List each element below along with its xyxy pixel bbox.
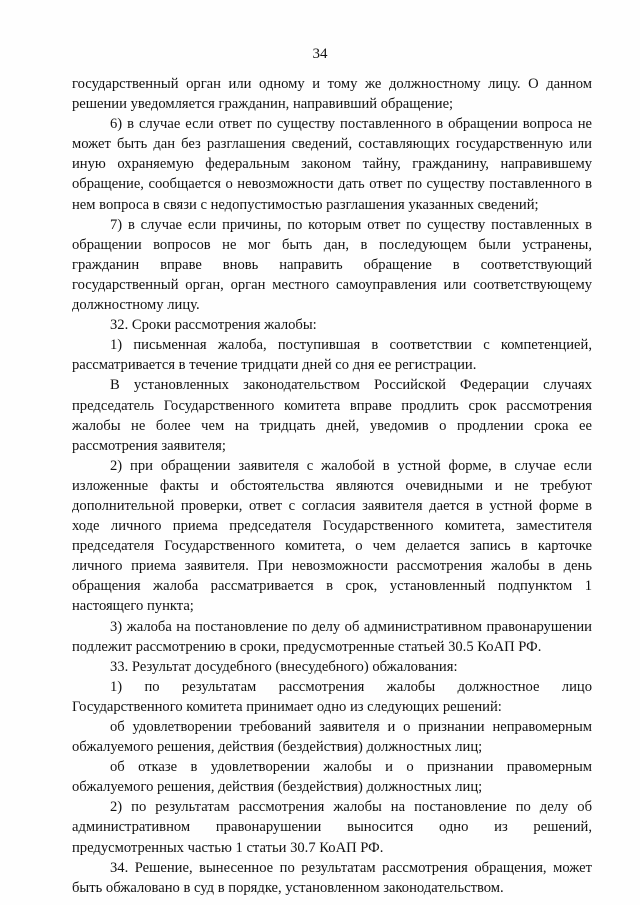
paragraph: государственный орган или одному и тому же должностному лицу. О данном решении уведомляется гражданин, направивший обращение; <box>72 76 592 113</box>
paragraph: 2) при обращении заявителя с жалобой в устной форме, в случае если изложенные факты и обстоятельства являются очевидными и не требуют дополнительной проверки, ответ с согласия заявителя дается в устной форме в ходе личного приема председателя Государственного комитета, заместителя председателя Государственного комитета, о чем делается запись в карточке личного приема заявителя. При невозможности рассмотрения жалобы в день обращения жалоба рассматривается в срок, установленный подпунктом 1 настоящего пункта; <box>72 457 592 615</box>
paragraph: 7) в случае если причины, по которым ответ по существу поставленных в обращении вопросов не мог быть дан, в последующем были устранены, гражданин вправе вновь направить обращение в соответствующий государственный орган, орган местного самоуправления или соответствующему должностному лицу. <box>72 216 592 314</box>
section-heading: 33. Результат досудебного (внесудебного) обжалования: <box>110 658 458 675</box>
document-body <box>72 74 592 898</box>
paragraph: 1) письменная жалоба, поступившая в соответствии с компетенцией, рассматривается в течение тридцати дней со дня ее регистрации. <box>72 337 592 374</box>
paragraph: 3) жалоба на постановление по делу об административном правонарушении подлежит рассмотрению в сроки, предусмотренные статьей 30.5 КоАП РФ. <box>72 618 592 655</box>
section-heading: 32. Сроки рассмотрения жалобы: <box>110 317 317 334</box>
paragraph: 1) по результатам рассмотрения жалобы должностное лицо Государственного комитета принимает одно из следующих решений: <box>72 678 592 715</box>
paragraph: об отказе в удовлетворении жалобы и о признании правомерным обжалуемого решения, действия (бездействия) должностных лиц; <box>72 759 592 796</box>
paragraph: об удовлетворении требований заявителя и о признании неправомерным обжалуемого решения, действия (бездействия) должностных лиц; <box>72 719 592 756</box>
page-number: 34 <box>312 46 328 62</box>
paragraph: 6) в случае если ответ по существу поставленного в обращении вопроса не может быть дан без разглашения сведений, составляющих государственную или иную охраняемую федеральным законом тайну, гражданину, направившему обращение, сообщается о невозможности дать ответ по существу поставленного в нем вопроса в связи с недопустимостью разглашения указанных сведений; <box>72 116 592 213</box>
section-heading: 34. Решение, вынесенное по результатам рассмотрения обращения, может быть обжаловано в суд в порядке, установленном законодательством. <box>72 859 592 896</box>
paragraph: 2) по результатам рассмотрения жалобы на постановление по делу об административном правонарушении выносится одно из решений, предусмотренных частью 1 статьи 30.7 КоАП РФ. <box>72 799 592 856</box>
paragraph: В установленных законодательством Российской Федерации случаях председатель Государственного комитета вправе продлить срок рассмотрения жалобы не более чем на тридцать дней, уведомив о продлении срока ее рассмотрения заявителя; <box>72 377 592 454</box>
